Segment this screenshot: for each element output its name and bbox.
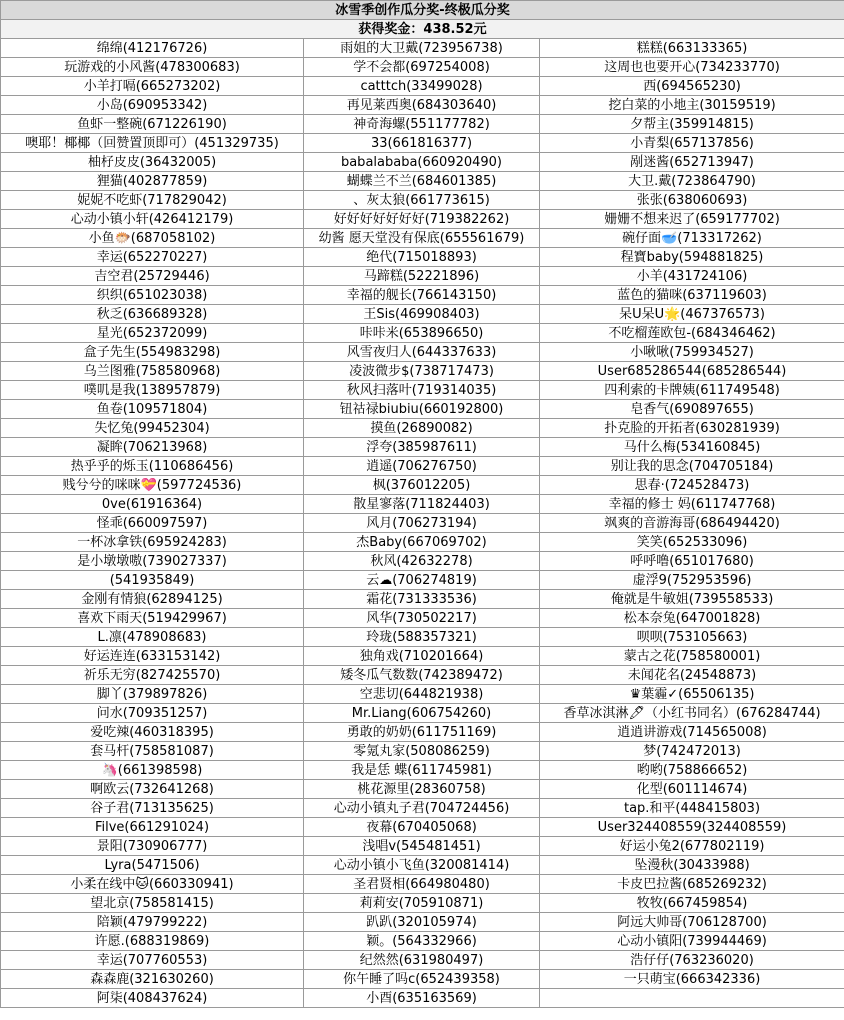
winner-cell: Filve(661291024) [1,818,304,837]
winner-cell: 马蹄糕(52221896) [304,267,540,286]
winner-row [1,704,844,723]
winner-cell: 你午睡了吗c(652439358) [304,970,540,989]
winner-row [1,571,844,590]
winner-row [1,267,844,286]
winner-cell: 幸运(652270227) [1,248,304,267]
winner-cell: tap.和平(448415803) [540,799,844,818]
winner-cell: 张张(638060693) [540,191,844,210]
winner-cell: 柚杍皮皮(36432005) [1,153,304,172]
winner-cell: 鱼虾一整碗(671226190) [1,115,304,134]
winner-row [1,989,844,1008]
winner-row [1,153,844,172]
winner-cell: 贱兮兮的咪咪💝(597724536) [1,476,304,495]
winner-cell: 🦄(661398598) [1,761,304,780]
winner-cell: 小酉(635163569) [304,989,540,1008]
winner-cell: 风雪夜归人(644337633) [304,343,540,362]
winner-cell: 小鱼🐡(687058102) [1,229,304,248]
winner-cell: 别让我的思念(704705184) [540,457,844,476]
winner-cell: 是小墩墩嗷(739027337) [1,552,304,571]
winner-cell: 摸鱼(26890082) [304,419,540,438]
winner-cell: 心动小镇小轩(426412179) [1,210,304,229]
winner-cell: 好运连连(633153142) [1,647,304,666]
winner-cell: 凝眸(706213968) [1,438,304,457]
winner-cell: 夜幕(670405068) [304,818,540,837]
winner-cell: 鱼卷(109571804) [1,400,304,419]
winner-cell: 西(694565230) [540,77,844,96]
winner-cell: 姗姗不想来迟了(659177702) [540,210,844,229]
winner-cell: Lyra(5471506) [1,856,304,875]
winner-cell: 好运小兔2(677802119) [540,837,844,856]
winner-row [1,913,844,932]
winner-cell: 夕帮主(359914815) [540,115,844,134]
winner-cell: 星光(652372099) [1,324,304,343]
winner-cell: 哟哟(758866652) [540,761,844,780]
winner-cell: 我是恁 蝶(611745981) [304,761,540,780]
winner-row [1,96,844,115]
winner-cell: 桃花源里(28360758) [304,780,540,799]
winner-cell: 绝代(715018893) [304,248,540,267]
winner-cell: 织织(651023038) [1,286,304,305]
winner-cell: 颖。(564332966) [304,932,540,951]
winner-cell: 纪然然(631980497) [304,951,540,970]
winner-cell: 圣君贤相(664980480) [304,875,540,894]
winner-cell: 一杯冰拿铁(695924283) [1,533,304,552]
winner-row [1,324,844,343]
winner-cell: 咔咔米(653896650) [304,324,540,343]
winner-row [1,438,844,457]
winner-cell: 谷子君(713135625) [1,799,304,818]
winner-cell: 脚丫(379897826) [1,685,304,704]
winner-cell: Mr.Liang(606754260) [304,704,540,723]
winner-cell: 秋风扫落叶(719314035) [304,381,540,400]
winner-cell: 噢耶！椰椰（回赞置顶即可）(451329735) [1,134,304,153]
winner-cell: 问水(709351257) [1,704,304,723]
winner-cell: 热乎乎的烁玉(110686456) [1,457,304,476]
winner-cell: 秋乏(636689328) [1,305,304,324]
winner-row [1,210,844,229]
winner-cell: 金刚有情狼(62894125) [1,590,304,609]
winner-row [1,400,844,419]
winner-row [1,818,844,837]
winner-cell: 梦(742472013) [540,742,844,761]
winner-cell: 矮冬瓜气数数(742389472) [304,666,540,685]
winner-cell: 心动小镇丸子君(704724456) [304,799,540,818]
winner-cell: 狸猫(402877859) [1,172,304,191]
winner-row [1,229,844,248]
winner-cell: 绵绵(412176726) [1,39,304,58]
winner-cell: 幸运(707760553) [1,951,304,970]
winner-row [1,248,844,267]
winner-cell: 钮祜禄biubiu(660192800) [304,400,540,419]
winner-cell: 浅唱v(545481451) [304,837,540,856]
winner-cell: 王Sis(469908403) [304,305,540,324]
winner-cell: 勇敢的奶奶(611751169) [304,723,540,742]
winner-row [1,609,844,628]
winner-cell: 莉莉安(705910871) [304,894,540,913]
winner-cell: 散星寥落(711824403) [304,495,540,514]
winner-cell: 逍逍讲游戏(714565008) [540,723,844,742]
winner-cell: 牧牧(667459854) [540,894,844,913]
winner-cell: 小羊打嗝(665273202) [1,77,304,96]
winner-cell: 霜花(731333536) [304,590,540,609]
winner-cell: 爱吃辣(460318395) [1,723,304,742]
winner-row [1,970,844,989]
winner-row [1,286,844,305]
winner-cell: 小青梨(657137856) [540,134,844,153]
winner-cell: ♛葉霾✓(65506135) [540,685,844,704]
winner-cell: 玩游戏的小风酱(478300683) [1,58,304,77]
winner-cell: User685286544(685286544) [540,362,844,381]
winner-row [1,457,844,476]
winner-cell: 不吃榴莲欧包-(684346462) [540,324,844,343]
winner-cell: 0ve(61916364) [1,495,304,514]
winner-cell: (541935849) [1,571,304,590]
winner-cell: catttch(33499028) [304,77,540,96]
winner-row [1,552,844,571]
winner-cell: 幸福的舰长(766143150) [304,286,540,305]
winner-cell: 神奇海螺(551177782) [304,115,540,134]
winner-cell: 逍遥(706276750) [304,457,540,476]
winner-cell: 风华(730502217) [304,609,540,628]
winner-cell: 景阳(730906777) [1,837,304,856]
winner-cell: 凌波微步$(738717473) [304,362,540,381]
winner-row [1,780,844,799]
winner-cell: 呼呼噜(651017680) [540,552,844,571]
winner-cell: 浮夸(385987611) [304,438,540,457]
winner-cell: 云☁(706274819) [304,571,540,590]
winner-cell: 啊欧云(732641268) [1,780,304,799]
winner-cell: 心动小镇阳(739944469) [540,932,844,951]
winner-cell: 套马杆(758581087) [1,742,304,761]
winner-cell: 雨姐的大卫戴(723956738) [304,39,540,58]
winner-row [1,723,844,742]
winner-cell: 剐迷酱(652713947) [540,153,844,172]
winner-cell: 失忆兔(99452304) [1,419,304,438]
winner-cell: 思春·(724528473) [540,476,844,495]
winner-cell: 大卫.戴(723864790) [540,172,844,191]
winner-cell: 笑笑(652533096) [540,533,844,552]
winner-row [1,666,844,685]
prize-row [1,20,844,39]
winner-cell: 枫(376012205) [304,476,540,495]
winner-row [1,647,844,666]
winner-cell: 程寶baby(594881825) [540,248,844,267]
winner-row [1,172,844,191]
winner-row [1,875,844,894]
winner-cell: 盒子先生(554983298) [1,343,304,362]
winner-cell: 杰Baby(667069702) [304,533,540,552]
winner-cell: 皂香气(690897655) [540,400,844,419]
winner-cell: 呆U呆U🌟(467376573) [540,305,844,324]
winner-cell: 许愿.(688319869) [1,932,304,951]
winner-cell: 33(661816377) [304,134,540,153]
winner-row [1,951,844,970]
winner-cell: 阿远大帅哥(706128700) [540,913,844,932]
winner-row [1,514,844,533]
winner-row [1,381,844,400]
title-row [1,1,844,20]
winner-row [1,894,844,913]
winner-cell: 俺就是牛敏姐(739558533) [540,590,844,609]
winner-row [1,77,844,96]
winner-row [1,419,844,438]
prize-amount: 获得奖金：438.52元 [1,20,844,39]
winner-cell: 呗呗(753105663) [540,628,844,647]
winner-cell: 心动小镇小飞鱼(320081414) [304,856,540,875]
winner-row [1,39,844,58]
winner-row [1,932,844,951]
winner-cell: 浩仔仔(763236020) [540,951,844,970]
winner-cell: 四利索的卡牌姨(611749548) [540,381,844,400]
winner-cell: 噗叽是我(138957879) [1,381,304,400]
winner-cell: 零氪丸家(508086259) [304,742,540,761]
winner-row [1,115,844,134]
winner-cell: 好好好好好好好(719382262) [304,210,540,229]
winner-cell: 玲珑(588357321) [304,628,540,647]
winner-cell: 蒙古之花(758580001) [540,647,844,666]
winner-cell: 坠漫秋(30433988) [540,856,844,875]
winner-cell: 、灰太狼(661773615) [304,191,540,210]
winner-row [1,799,844,818]
winner-row [1,305,844,324]
winner-row [1,134,844,153]
winner-cell: 望北京(758581415) [1,894,304,913]
winner-row [1,58,844,77]
winner-cell: 小岛(690953342) [1,96,304,115]
winner-cell: 挖白菜的小地主(30159519) [540,96,844,115]
winner-cell: 未闻花名(24548873) [540,666,844,685]
winner-row [1,343,844,362]
winner-cell: 香草冰淇淋🖊（小红书同名）(676284744) [540,704,844,723]
winner-cell: 蓝色的猫咪(637119603) [540,286,844,305]
winner-cell: 小啾啾(759934527) [540,343,844,362]
winner-cell: 小柔在线中🐱(660330941) [1,875,304,894]
winner-cell: 秋风(42632278) [304,552,540,571]
winner-cell: 森森鹿(321630260) [1,970,304,989]
winner-cell: 碗仔面🥣(713317262) [540,229,844,248]
winner-cell: 这周也也要开心(734233770) [540,58,844,77]
winner-cell: 阿柒(408437624) [1,989,304,1008]
winner-row [1,856,844,875]
winner-cell: 妮妮不吃虾(717829042) [1,191,304,210]
winner-cell: 乌兰图雅(758580968) [1,362,304,381]
winner-cell: 吉空君(25729446) [1,267,304,286]
winner-cell: 空悲切(644821938) [304,685,540,704]
winner-cell: 飒爽的音游海哥(686494420) [540,514,844,533]
winner-cell: 幼酱 愿天堂没有保底(655561679) [304,229,540,248]
winner-cell: 喜欢下雨天(519429967) [1,609,304,628]
winner-row [1,837,844,856]
winner-cell: User324408559(324408559) [540,818,844,837]
winner-cell: 学不会都(697254008) [304,58,540,77]
sheet-title: 冰雪季创作瓜分奖-终极瓜分奖 [1,1,844,20]
winner-row [1,590,844,609]
winner-row [1,476,844,495]
winner-cell: 再见莱西奥(684303640) [304,96,540,115]
winner-cell: 怪乖(660097597) [1,514,304,533]
winner-cell: 小羊(431724106) [540,267,844,286]
winner-row [1,533,844,552]
winner-cell: 虚浮9(752953596) [540,571,844,590]
winner-cell: 卡皮巴拉酱(685269232) [540,875,844,894]
winner-cell: 扑克脸的开拓者(630281939) [540,419,844,438]
winner-row [1,761,844,780]
winner-cell: L.凛(478908683) [1,628,304,647]
winner-row [1,191,844,210]
winner-cell: 祈乐无穷(827425570) [1,666,304,685]
winner-cell: 松本奈兔(647001828) [540,609,844,628]
winner-cell: 独角戏(710201664) [304,647,540,666]
winner-cell: 马什么梅(534160845) [540,438,844,457]
winner-row [1,685,844,704]
winner-cell: 风月(706273194) [304,514,540,533]
winner-cell: 蝴蝶兰不兰(684601385) [304,172,540,191]
winner-cell: babalababa(660920490) [304,153,540,172]
winner-cell: 陪颖(479799222) [1,913,304,932]
winner-cell: 化型(601114674) [540,780,844,799]
winner-row [1,628,844,647]
winner-cell: 趴趴(320105974) [304,913,540,932]
winner-row [1,742,844,761]
winner-row [1,495,844,514]
winner-cell [540,989,844,1008]
winner-cell: 幸福的修士 妈(611747768) [540,495,844,514]
winner-cell: 糕糕(663133365) [540,39,844,58]
winner-row [1,362,844,381]
winner-cell: 一只萌宝(666342336) [540,970,844,989]
